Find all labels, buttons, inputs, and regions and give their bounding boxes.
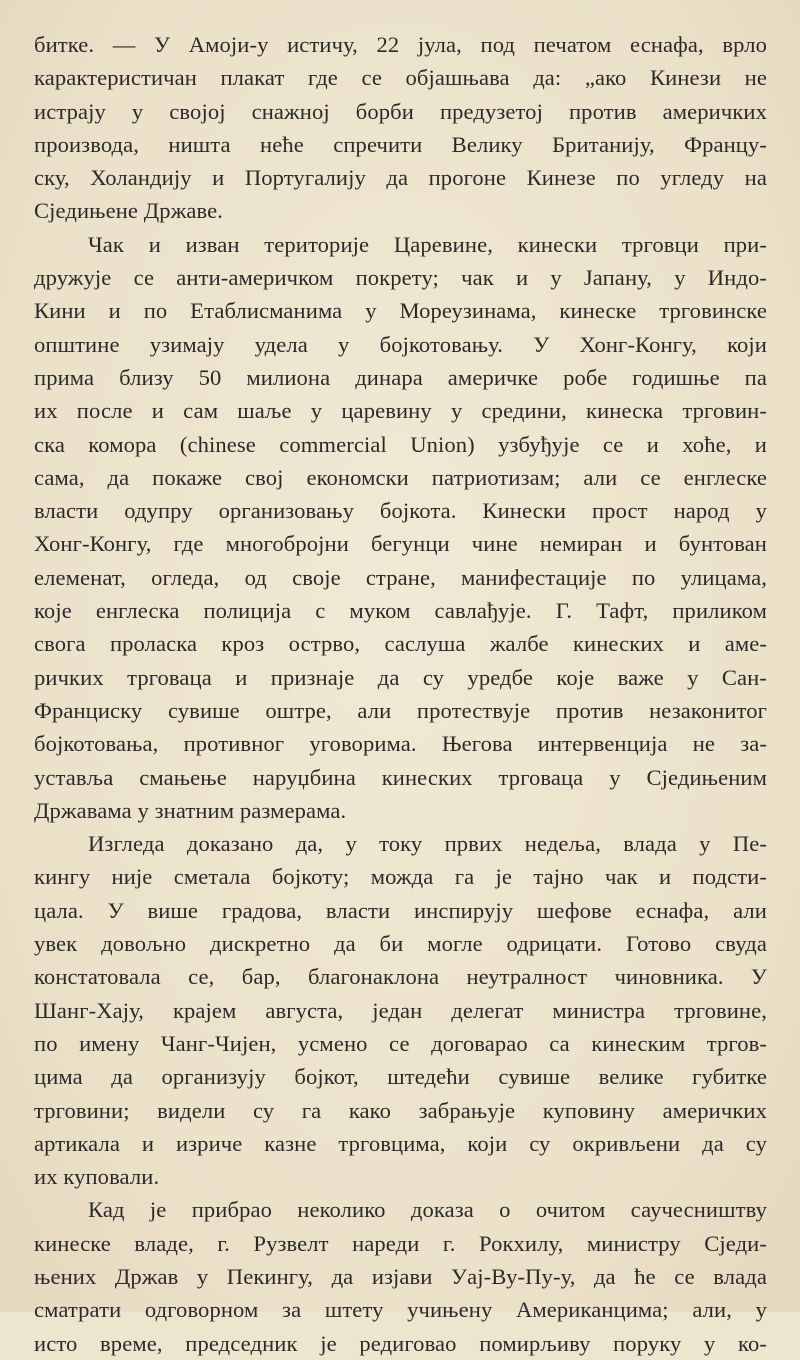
text-line: Шанг-Хају, крајем августа, један делегат министра трговине, [34,997,767,1023]
text-line: елеменат, огледа, од своје стране, манифестације по улицама, [34,564,767,590]
text-line: власти одупру организовању бојкота. Кинески прост народ у [34,498,767,524]
text-line: ску, Холандију и Португалију да прогоне Кинезе по угледу на [34,165,767,191]
text-line: Државама у знатним размерама. [34,797,347,823]
text-line: кингу није сметала бојкоту; можда га је тајно чак и подсти- [34,864,767,890]
text-line: Изгледа доказано да, у току првих недеља, влада у Пе- [88,831,767,857]
text-line: ричких трговаца и признаје да су уредбе које важе у Сан- [34,664,767,690]
text-line: цала. У више градова, власти инспирују шефове еснафа, али [34,897,767,923]
body-text [34,28,767,1360]
text-line: бојкотовања, противног уговорима. Његова интервенција не за- [34,731,767,757]
text-line: исто време, председник је редиговао помирљиву поруку у ко- [34,1330,767,1356]
text-line: сматрати одговорном за штету учињену Американцима; али, у [34,1297,767,1323]
text-line: кинеске владе, г. Рузвелт нареди г. Рокхилу, министру Сједи- [34,1230,767,1256]
text-line: цима да организују бојкот, штедећи сувише велике губитке [34,1064,767,1090]
text-line: Франциску сувише оштре, али протествује против незаконитог [34,697,767,723]
text-line: Хонг-Конгу, где многобројни бегунци чине немиран и бунтован [34,531,767,557]
text-line: свога проласка кроз острво, саслуша жалбе кинеских и аме- [34,631,767,657]
text-line: карактеристичан плакат где се објашњава да: „ако Кинези не [34,65,767,91]
text-line: уставља смањење наруџбина кинеских трговаца у Сједињеним [34,764,767,790]
text-line: Чак и изван територије Царевине, кинески трговци при- [88,231,767,257]
text-line: увек довољно дискретно да би могле одрицати. Готово свуда [34,931,767,957]
text-line: прима близу 50 милиона динара америчке робе годишње па [34,364,767,390]
text-line: производа, ништа неће спречити Велику Британију, Францу- [34,131,767,157]
text-line: њених Држав у Пекингу, да изјави Уај-Ву-Пу-у, да ће се влада [34,1263,767,1289]
text-line: ска комора (chinese commercial Union) узбуђује се и хоће, и [34,431,767,457]
text-line: општине узимају удела у бојкотовању. У Хонг-Конгу, који [34,331,767,357]
text-line: Сједињене Државе. [34,198,224,224]
text-line: битке. — У Амоји-у истичу, 22 јула, под печатом еснафа, врло [34,32,767,57]
text-line: сама, да покаже свој економски патриотизам; али се енглеске [34,464,767,490]
text-line: које енглеска полиција с муком савлађује. Г. Тафт, приликом [34,598,767,624]
text-line: артикала и изриче казне трговцима, који су окривљени да су [34,1130,767,1156]
text-line: Кад је прибрао неколико доказа о очитом саучесништву [88,1197,767,1223]
text-line: дружује се анти-америчком покрету; чак и у Јапану, у Индо- [34,265,767,291]
text-line: истрају у својој снажној борби предузетој против америчких [34,98,767,124]
text-line: их куповали. [34,1164,160,1190]
text-line: констатовала се, бар, благонаклона неутралност чиновника. У [34,964,767,990]
text-line: их после и сам шаље у царевину у средини, кинеска трговин- [34,398,767,424]
text-line: Кини и по Етаблисманима у Мореузинама, кинеске трговинске [34,298,767,324]
text-line: по имену Чанг-Чијен, усмено се договарао са кинеским тргов- [34,1030,767,1056]
text-line: трговини; видели су га како забрањује куповину америчких [34,1097,767,1123]
